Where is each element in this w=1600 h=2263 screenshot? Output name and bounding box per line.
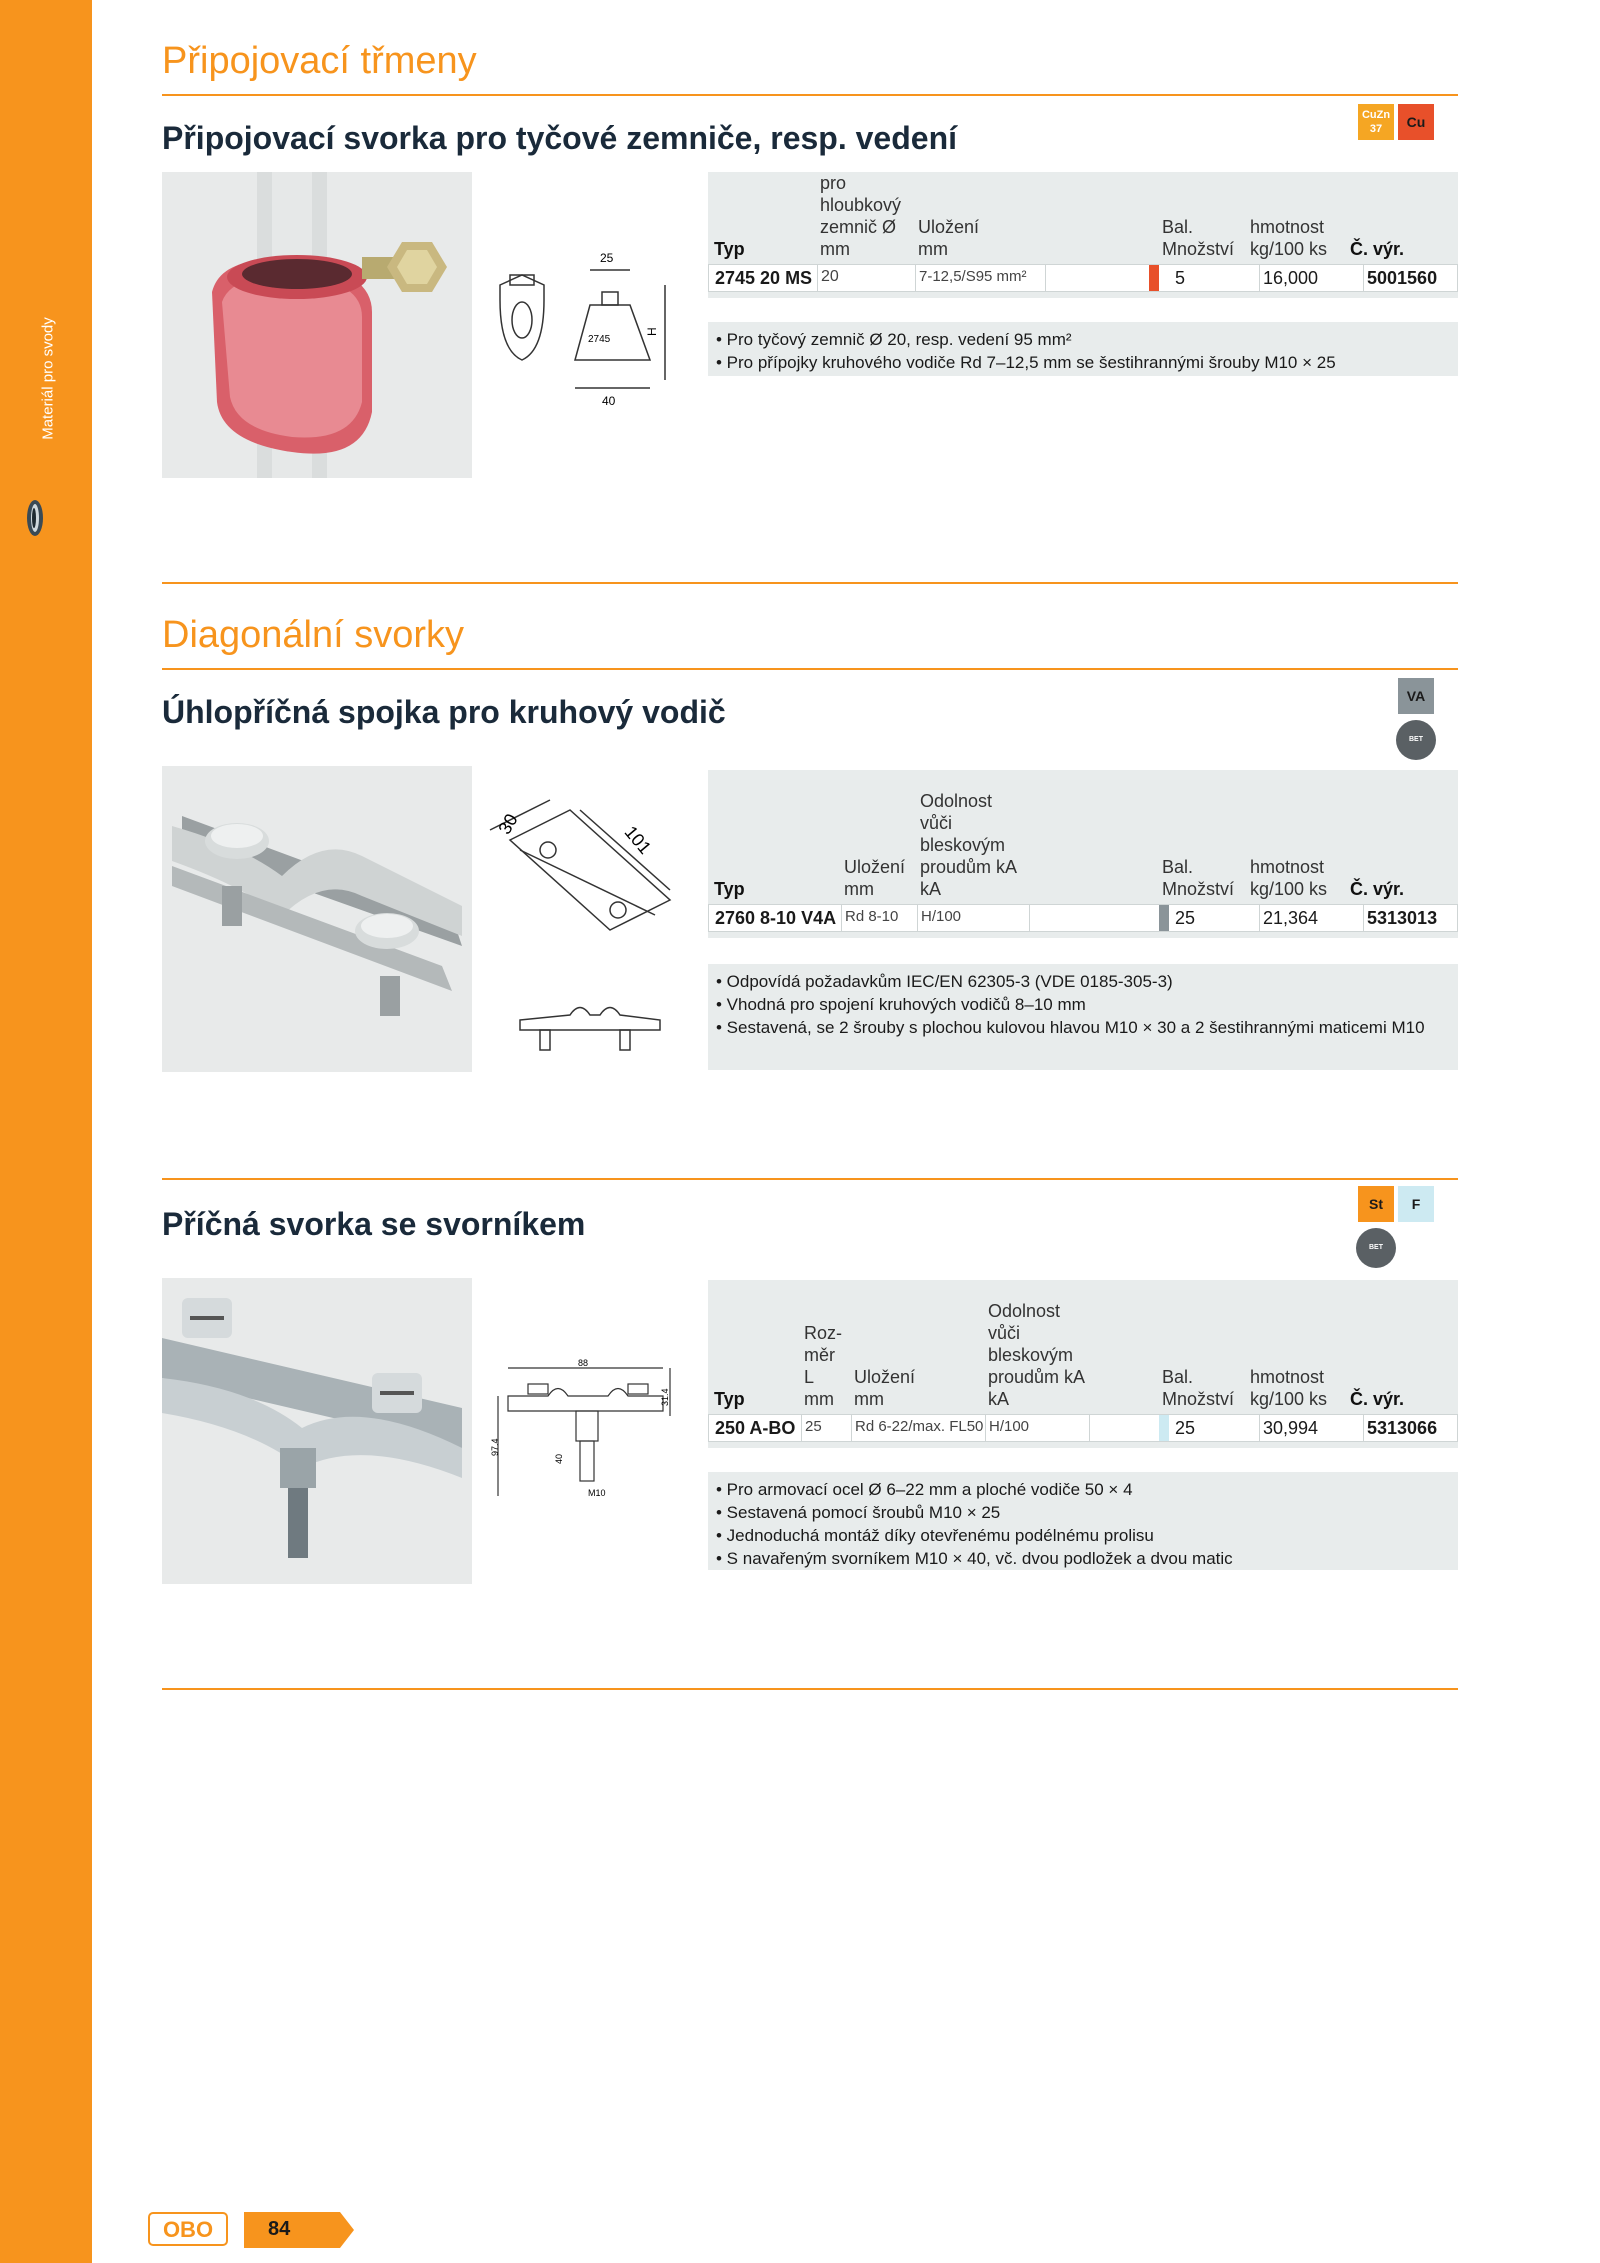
col-bal: Bal. Množství: [1162, 217, 1235, 259]
sidebar-label: Materiál pro svody: [39, 317, 57, 440]
spec-table-2760: [708, 770, 1458, 938]
col-hmotnost: hmotnost kg/100 ks: [1250, 217, 1328, 259]
col-typ: Typ: [714, 1389, 745, 1409]
dim-label-31-4: 31.4: [660, 1388, 670, 1406]
spec-table-250: [708, 1280, 1458, 1448]
col-odolnost: Odolnost vůči bleskovým proudům kA kA: [920, 791, 1017, 899]
badge-text: F: [1411, 1196, 1421, 1212]
col-cislo: Č. výr.: [1350, 1389, 1405, 1409]
table-header: [708, 1280, 1458, 1414]
obo-logo: [148, 2212, 228, 2246]
conductor-icon: [22, 492, 48, 544]
col-typ: Typ: [714, 239, 745, 259]
product-photo-2760: [162, 766, 472, 1072]
product-title: Připojovací svorka pro tyčové zemniče, resp. vedení: [162, 120, 957, 156]
col-odolnost: Odolnost vůči bleskovým proudům kA kA: [988, 1301, 1085, 1409]
cell-cislo: 5313066: [1367, 1418, 1438, 1438]
col-bal: Bal. Množství: [1162, 857, 1235, 899]
dim-label-97-4: 97.4: [490, 1438, 500, 1456]
cell-typ: 250 A-BO: [715, 1418, 796, 1438]
dim-label-101: 101: [620, 822, 656, 858]
badge-text: St: [1369, 1196, 1383, 1212]
col-hmotnost: hmotnost kg/100 ks: [1250, 857, 1328, 899]
table-header: [708, 172, 1458, 264]
material-badge-cu: [1398, 104, 1434, 140]
col-zemnic: pro hloubkový zemnič Ø mm: [820, 173, 902, 259]
cell-typ: 2760 8-10 V4A: [715, 908, 837, 928]
note-item: • Sestavená pomocí šroubů M10 × 25: [716, 1503, 1001, 1522]
material-badge-cuzn: [1358, 104, 1394, 140]
sidebar: [0, 0, 92, 2263]
divider: [162, 1178, 1458, 1180]
note-item: • Pro armovací ocel Ø 6–22 mm a ploché vodiče 50 × 4: [716, 1480, 1133, 1499]
bet-tested-icon: [1356, 1228, 1396, 1268]
material-marker: [1149, 265, 1159, 291]
material-badge-f: [1398, 1186, 1434, 1222]
cell-hmotnost: 21,364: [1263, 908, 1319, 928]
cell-cislo: 5313013: [1367, 908, 1438, 928]
col-ulozeni: Uložení mm: [844, 857, 906, 899]
col-cislo: Č. výr.: [1350, 879, 1405, 899]
dim-label-2745: 2745: [588, 334, 611, 345]
cell-ulozeni: Rd 6-22/max. FL50: [855, 1418, 984, 1435]
note-item: • Jednoduchá montáž díky otevřenému podélnému prolisu: [716, 1526, 1154, 1545]
cell-odolnost: H/100: [989, 1418, 1030, 1435]
note-item: • Pro přípojky kruhového vodiče Rd 7–12,5 mm se šestihrannými šrouby M10 × 25: [716, 353, 1336, 372]
tested-label: BET: [1409, 736, 1423, 743]
col-cislo: Č. výr.: [1350, 239, 1405, 259]
badge-text: VA: [1406, 688, 1426, 704]
dim-label-25: 25: [600, 251, 614, 265]
dim-label-30: 30: [494, 810, 522, 838]
product-notes: [708, 964, 1458, 1070]
cell-odolnost: H/100: [921, 908, 962, 925]
sidebar-label-wrap: [38, 300, 57, 460]
technical-drawing-2745: [480, 240, 680, 410]
note-item: • Pro tyčový zemnič Ø 20, resp. vedení 95 mm²: [716, 330, 1072, 349]
material-marker: [1159, 905, 1169, 931]
product-notes: [708, 1472, 1458, 1570]
col-hmotnost: hmotnost kg/100 ks: [1250, 1367, 1328, 1409]
dim-label-40: 40: [554, 1453, 564, 1464]
col-ulozeni: Uložení mm: [918, 217, 980, 259]
product-notes: [708, 322, 1458, 376]
col-typ: Typ: [714, 879, 745, 899]
product-photo-250: [162, 1278, 472, 1584]
spec-table-2745: [708, 172, 1458, 298]
cell-rozmer: 25: [805, 1418, 822, 1435]
product-title: Úhlopříčná spojka pro kruhový vodič: [162, 694, 726, 730]
note-item: • S navařeným svorníkem M10 × 40, vč. dvou podložek a dvou matic: [716, 1549, 1233, 1568]
page-number: 84: [268, 2218, 291, 2240]
divider: [162, 582, 1458, 584]
note-item: • Odpovídá požadavkům IEC/EN 62305-3 (VDE 0185-305-3): [716, 972, 1173, 991]
material-marker: [1159, 1415, 1169, 1441]
cell-bal: 25: [1175, 1418, 1196, 1438]
dim-label-m10: M10: [588, 1488, 606, 1498]
badge-text: Cu: [1406, 114, 1426, 130]
badge-text: CuZn 37: [1361, 109, 1391, 135]
product-photo-2745: [162, 172, 472, 478]
divider: [162, 1688, 1458, 1690]
cell-typ: 2745 20 MS: [715, 268, 813, 288]
note-item: • Sestavená, se 2 šrouby s plochou kulovou hlavou M10 × 30 a 2 šestihrannými maticemi M10: [716, 1018, 1425, 1037]
section-title: Připojovací třmeny: [162, 40, 477, 82]
dim-label-h: H: [645, 327, 659, 336]
dim-label-40: 40: [602, 394, 616, 408]
col-ulozeni: Uložení mm: [854, 1367, 916, 1409]
section-title: Diagonální svorky: [162, 614, 465, 656]
technical-drawing-250: [488, 1356, 678, 1506]
col-bal: Bal. Množství: [1162, 1367, 1235, 1409]
divider: [162, 94, 1458, 96]
table-header: [708, 770, 1458, 904]
col-rozmer: Roz-měr L mm: [804, 1323, 843, 1409]
dim-label-88: 88: [578, 1358, 589, 1368]
cell-zemnic: 20: [821, 268, 839, 285]
table-row: [708, 1414, 1458, 1442]
technical-drawing-2760: [480, 790, 680, 1070]
material-badge-va: [1398, 678, 1434, 714]
logo-text: OBO: [162, 2217, 214, 2242]
page-tab: [244, 2212, 354, 2248]
cell-ulozeni: 7-12,5/S95 mm²: [919, 268, 1027, 285]
table-row: [708, 264, 1458, 292]
table-row: [708, 904, 1458, 932]
cell-cislo: 5001560: [1367, 268, 1438, 288]
material-badge-st: [1358, 1186, 1394, 1222]
divider: [162, 668, 1458, 670]
product-title: Příčná svorka se svorníkem: [162, 1206, 586, 1242]
cell-hmotnost: 30,994: [1263, 1418, 1319, 1438]
cell-hmotnost: 16,000: [1263, 268, 1319, 288]
note-item: • Vhodná pro spojení kruhových vodičů 8–10 mm: [716, 995, 1086, 1014]
bet-tested-icon: [1396, 720, 1436, 760]
cell-ulozeni: Rd 8-10: [845, 908, 899, 925]
cell-bal: 5: [1175, 268, 1186, 288]
tested-label: BET: [1369, 1244, 1383, 1251]
cell-bal: 25: [1175, 908, 1196, 928]
